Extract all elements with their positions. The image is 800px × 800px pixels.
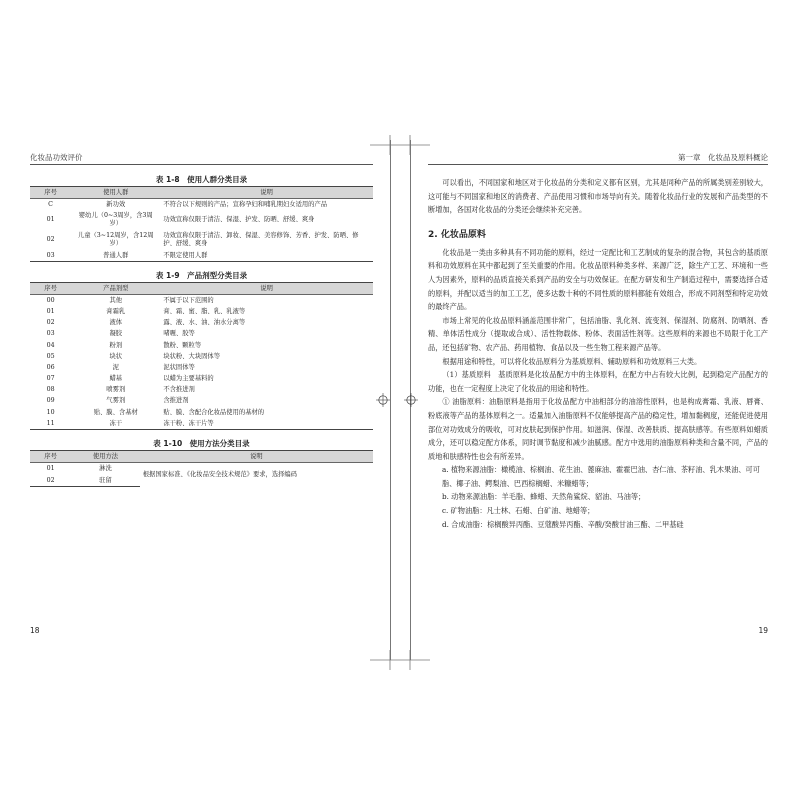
- cell-group: 儿童（3~12周岁，含12周岁）: [77, 231, 154, 247]
- cell-no: 02: [46, 235, 55, 243]
- cell-no: 09: [46, 397, 55, 405]
- paragraph: （1）基质原料 基质原料是化妆品配方中的主体原料，在配方中占有较大比例，起到稳定产品配方的功能，也在一定程度上决定了化妆品的用途和特性。: [428, 370, 768, 393]
- cell-form: 凝胶: [109, 330, 123, 338]
- table-row: [30, 463, 373, 475]
- left-page: [30, 153, 373, 640]
- cell-desc: 功效宣称仅限于清洁、保湿、护发、防晒、舒缓、爽身: [163, 216, 315, 224]
- table-row: [30, 329, 373, 340]
- table-1-10: [30, 450, 373, 487]
- cell-form: 贴、膜、含基材: [93, 408, 138, 416]
- cell-no: 01: [46, 307, 55, 315]
- cell-form: 膏霜乳: [106, 307, 126, 315]
- right-page: [428, 153, 768, 640]
- cell-form: 粉剂: [109, 341, 123, 349]
- paragraph: 根据用途和特性，可以将化妆品原料分为基质原料、辅助原料和功效原料三大类。: [442, 356, 702, 366]
- table-row: [30, 373, 373, 384]
- running-head-left: 化妆品功效评价: [30, 153, 83, 162]
- page-number-left: 18: [30, 626, 40, 635]
- registration-mark-right: [404, 393, 418, 407]
- table-header: 说明: [140, 451, 373, 463]
- page-number-right: 19: [758, 626, 768, 635]
- cell-desc: 不限定使用人群: [160, 250, 373, 262]
- table-row: [30, 384, 373, 395]
- crop-mark-top: [370, 135, 430, 155]
- cell-form: 其他: [109, 296, 123, 304]
- cell-no: 00: [46, 296, 55, 304]
- cell-no: 06: [46, 363, 55, 371]
- cell-group: 新功效: [106, 200, 126, 208]
- cell-no: 01: [46, 465, 55, 473]
- table-header: 使用方法: [71, 451, 140, 463]
- paragraph: 市场上常见的化妆品原料涵盖范围非常广，包括油脂、乳化剂、流变剂、保湿剂、防腐剂、防晒剂、香精、单体活性成分（提取或合成）、活性物载体、粉体、表面活性剂等。这些原料的来源也不局限于化工产品，还包括矿物、农产品、药用植物、食品以及一些生物工程来源产品等。: [428, 315, 768, 352]
- cell-desc: 冻干粉、冻干片等: [160, 418, 373, 430]
- list-item: b. 动物来源油脂：羊毛脂、蜂蜡、天然角鲨烷、貂油、马油等；: [442, 492, 646, 502]
- table-1-8-caption: 表 1-8 使用人群分类目录: [155, 175, 248, 184]
- cell-no: 03: [46, 330, 55, 338]
- table-header: 序号: [30, 187, 71, 199]
- cell-desc: 啫喱、胶等: [163, 330, 195, 338]
- paragraph: ① 油脂原料：油脂原料是指用于化妆品配方中油相部分的油溶性原料，也是构成膏霜、乳液、唇膏、粉底液等产品的基体原料之一。适量加入油脂原料不仅能够提高产品的稳定性，增加黏稠度，还能促进使用部位对功效成分的吸收，可对皮肤起到保护作用。如滋润、保湿、改善肤质、提高肤感等。有些原料如蜡质成分，还可以稳定配方体系，同时调节黏度和减少油腻感。配方中选用的油脂原料种类和含量不同，产品的质地和肤感特性也会有所差异。: [428, 397, 768, 461]
- intro-paragraph: 可以看出，不同国家和地区对于化妆品的分类和定义都有区别，尤其是同种产品的所属类别差别较大，这可能与不同国家和地区的消费者、产品使用习惯和市场导向有关。随着化妆品行业的发展和产品类型的不断增加，各国对化妆品的分类还会继续补充完善。: [428, 178, 768, 215]
- cell-form: 冻干: [71, 418, 160, 430]
- table-header: 说明: [160, 187, 373, 199]
- list-item: a. 植物来源油脂：橄榄油、棕榈油、花生油、蓖麻油、霍霍巴油、杏仁油、茶籽油、乳木果油、可可脂、椰子油、鳄梨油、巴西棕榈蜡、米糠蜡等；: [442, 465, 760, 488]
- section-title: 2. 化妆品原料: [428, 229, 486, 240]
- cell-group: 婴幼儿（0~3周岁，含3周岁）: [78, 212, 153, 228]
- cell-no: 03: [30, 250, 71, 262]
- cell-form: 液体: [109, 319, 123, 327]
- registration-mark-left: [376, 393, 390, 407]
- table-header: 使用人群: [71, 187, 160, 199]
- running-head-right: 第一章 化妆品及原料概论: [678, 153, 768, 162]
- cell-no: 08: [46, 386, 55, 394]
- cell-no: 05: [46, 352, 55, 360]
- header-rule-left: [30, 164, 373, 165]
- table-header: 序号: [30, 283, 71, 295]
- table-header: 产品剂型: [71, 283, 160, 295]
- cell-method: 驻留: [71, 475, 140, 487]
- table-row: [30, 294, 373, 306]
- cell-desc: 泥状固体等: [163, 363, 195, 371]
- cell-desc: 膏、霜、蜜、脂、乳、乳液等: [163, 307, 246, 315]
- cell-no: 01: [46, 216, 55, 224]
- cell-form: 块状: [109, 352, 123, 360]
- cell-method: 淋洗: [99, 465, 112, 473]
- cell-form: 蜡基: [109, 375, 123, 383]
- cell-no: 04: [46, 341, 55, 349]
- cell-no: 07: [46, 375, 55, 383]
- spine-line-left: [390, 140, 391, 660]
- cell-no: 10: [46, 408, 55, 416]
- table-1-8: [30, 186, 373, 262]
- cell-desc: 以蜡为主要基料的: [163, 375, 214, 383]
- cell-no: 02: [30, 475, 71, 487]
- cell-form: 喷雾剂: [106, 386, 126, 394]
- cell-desc: 根据国家标准、《化妆品安全技术规范》要求，选择编码: [142, 471, 298, 479]
- crop-mark-bottom: [370, 650, 430, 670]
- table-row: [30, 306, 373, 317]
- cell-desc: 块状粉、大块固体等: [163, 352, 220, 360]
- cell-desc: 露、液、水、油、油水分离等: [163, 319, 246, 327]
- cell-desc: 不符合以下规则的产品；宣称孕妇和哺乳期妇女适用的产品: [163, 200, 328, 208]
- table-row: [30, 351, 373, 362]
- table-row: [30, 418, 373, 430]
- table-header: 序号: [30, 451, 71, 463]
- table-row: [30, 340, 373, 351]
- cell-no: 02: [46, 319, 55, 327]
- table-1-9-caption: 表 1-9 产品剂型分类目录: [155, 271, 248, 281]
- paragraph: 化妆品是一类由多种具有不同功能的原料，经过一定配比和工艺制成的复杂的混合物，其包含的基质原料和功效原料在其中都起到了至关重要的作用。化妆品原料种类多样、来源广泛，除生产工艺、环境和一些人为因素外，原料的品质直接关系到产品的安全与功效保证。在配方研发和生产制造过程中，需要选择合适的原料，并配以适当的加工工艺，使多达数十种的不同性质的原料都能有效组合，形成不同剂型和特定功效的最终产品。: [428, 247, 768, 312]
- list-item: c. 矿物油脂：凡士林、石蜡、白矿油、地蜡等；: [442, 506, 595, 516]
- cell-desc: 功效宣称仅限于清洁、卸妆、保湿、美容修饰、芳香、护发、防晒、修护、舒缓、爽身: [163, 231, 359, 247]
- list-item: d. 合成油脂：棕榈酸异丙酯、豆蔻酸异丙酯、辛酸/癸酸甘油三酯、二甲基硅: [442, 519, 684, 529]
- table-row: [30, 362, 373, 373]
- table-row: [30, 211, 373, 231]
- table-header: 说明: [160, 283, 373, 295]
- cell-group: 普通人群: [71, 250, 160, 262]
- table-row: [30, 317, 373, 328]
- cell-desc: 贴、膜、含配合化妆品使用的基材的: [163, 408, 265, 416]
- cell-desc: 不含推进剂: [163, 386, 195, 394]
- cell-form: 泥: [112, 363, 119, 371]
- cell-no: 11: [30, 418, 71, 430]
- header-rule-right: [428, 164, 768, 165]
- cell-no: C: [48, 200, 53, 208]
- table-row: [30, 396, 373, 407]
- cell-desc: 不属于以下范围的: [163, 296, 214, 304]
- cell-desc: 散粉、颗粒等: [163, 341, 202, 349]
- cell-desc: 含推进剂: [163, 397, 189, 405]
- table-1-9: [30, 282, 373, 430]
- table-row: [30, 199, 373, 211]
- table-row: [30, 230, 373, 250]
- table-row: [30, 407, 373, 418]
- table-row: [30, 250, 373, 262]
- cell-form: 气雾剂: [106, 397, 126, 405]
- table-1-10-caption: 表 1-10 使用方法分类目录: [153, 439, 250, 449]
